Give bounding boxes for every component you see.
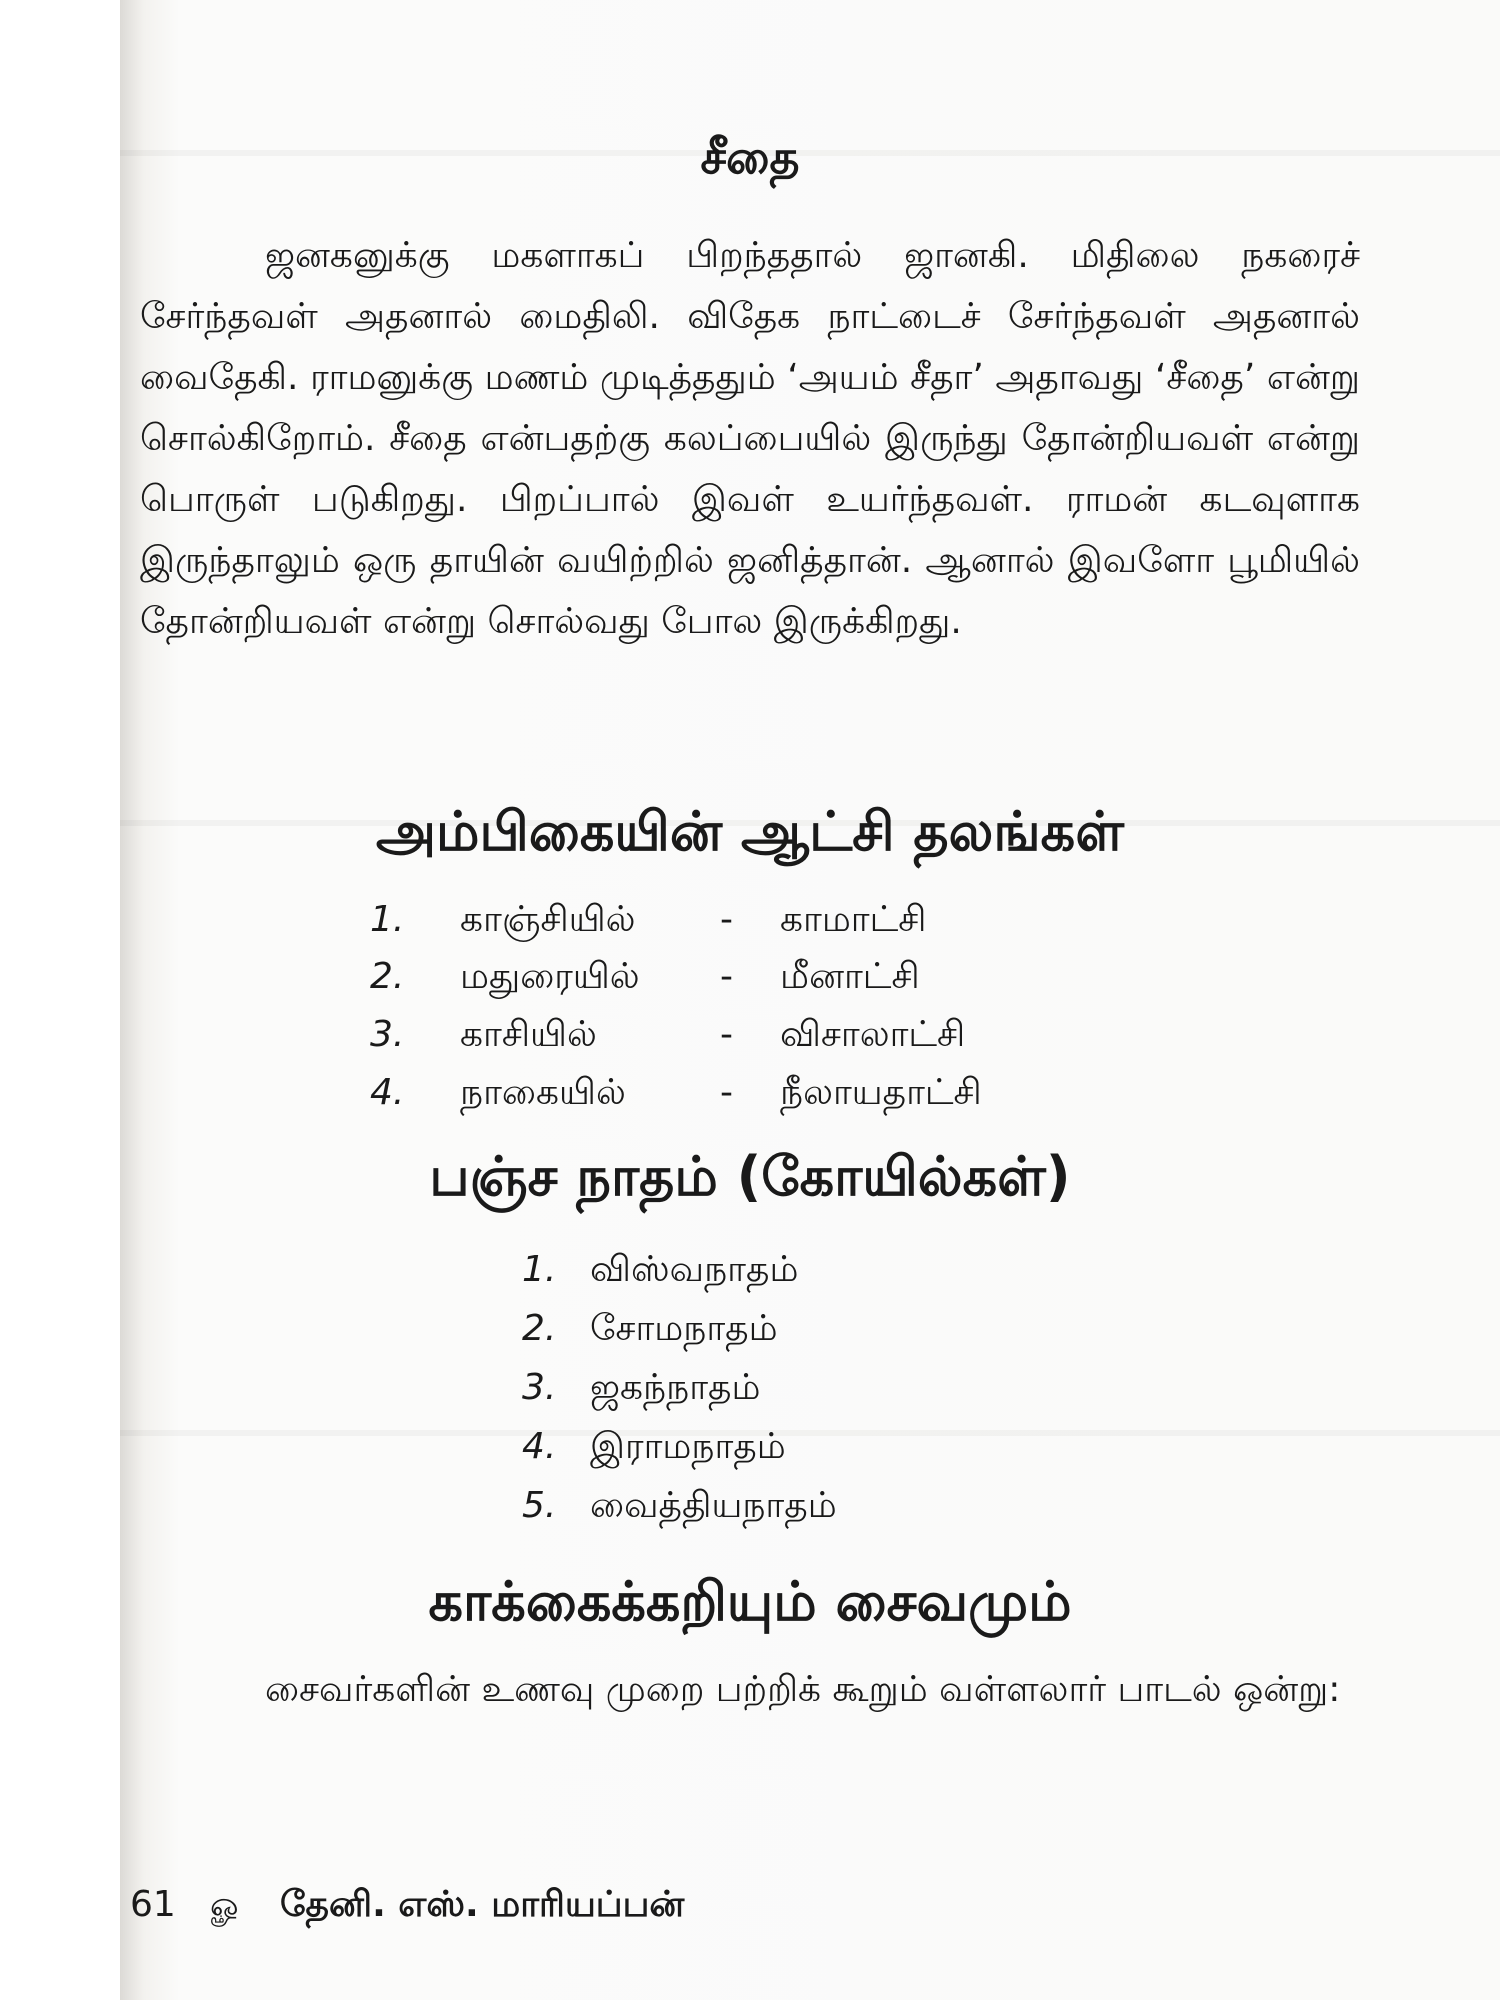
section-title-kakkai: காக்கைக்கறியும் சைவமும்	[428, 1570, 1072, 1633]
paragraph-kakkai: சைவர்களின் உணவு முறை பற்றிக் கூறும் வள்ளலார் பாடல் ஒன்று:	[265, 1669, 1341, 1710]
item-place: மதுரையில்	[460, 956, 640, 997]
item-name: ஜகந்நாதம்	[590, 1367, 761, 1408]
item-number: 3.	[522, 1367, 557, 1408]
item-deity: மீனாட்சி	[780, 956, 920, 997]
section-title-ambika: அம்பிகையின் ஆட்சி தலங்கள்	[376, 800, 1124, 863]
item-deity: நீலாயதாட்சி	[780, 1072, 982, 1113]
item-name: சோமநாதம்	[590, 1308, 778, 1349]
page-number: 61	[130, 1884, 176, 1925]
item-deity: விசாலாட்சி	[780, 1014, 966, 1055]
paragraph-sita: ஜனகனுக்கு மகளாகப் பிறந்ததால் ஜானகி. மிதிலை நகரைச் சேர்ந்தவள் அதனால் மைதிலி. விதேக நாட்டைச் சேர்ந்தவள் அதனால் வைதேகி. ராமனுக்கு மணம் முடித்ததும் ‘அயம் சீதா’ அதாவது ‘சீதை’ என்று சொல்கிறோம். சீதை என்பதற்கு கலப்பையில் இருந்து தோன்றியவள் என்று பொருள் படுகிறது. பிறப்பால் இவள் உயர்ந்தவள். ராமன் கடவுளாக இருந்தாலும் ஒரு தாயின் வயிற்றில் ஜனித்தான். ஆனால் இவளோ பூமியில் தோன்றியவள் என்று சொல்வது போல இருக்கிறது.	[140, 235, 1360, 642]
item-name: விஸ்வநாதம்	[590, 1249, 799, 1290]
om-symbol-icon: ௐ	[210, 1885, 244, 1925]
item-place: காஞ்சியில்	[460, 899, 636, 940]
item-separator: -	[720, 899, 733, 940]
item-number: 5.	[522, 1485, 557, 1526]
section-title-sita: சீதை	[700, 130, 800, 184]
item-deity: காமாட்சி	[780, 899, 927, 940]
item-place: நாகையில்	[460, 1072, 626, 1113]
bleed-through-line	[120, 1430, 1500, 1436]
item-number: 1.	[522, 1249, 557, 1290]
item-separator: -	[720, 1014, 733, 1055]
item-number: 4.	[370, 1072, 405, 1113]
author-name: தேனி. எஸ். மாரியப்பன்	[280, 1884, 685, 1925]
item-number: 1.	[370, 899, 405, 940]
item-number: 4.	[522, 1426, 557, 1467]
item-number: 3.	[370, 1014, 405, 1055]
item-separator: -	[720, 1072, 733, 1113]
section-title-pancha: பஞ்ச நாதம் (கோயில்கள்)	[429, 1145, 1071, 1208]
item-number: 2.	[522, 1308, 557, 1349]
item-name: இராமநாதம்	[590, 1426, 786, 1467]
item-number: 2.	[370, 956, 405, 997]
item-place: காசியில்	[460, 1014, 597, 1055]
item-separator: -	[720, 956, 733, 997]
item-name: வைத்தியநாதம்	[590, 1485, 837, 1526]
